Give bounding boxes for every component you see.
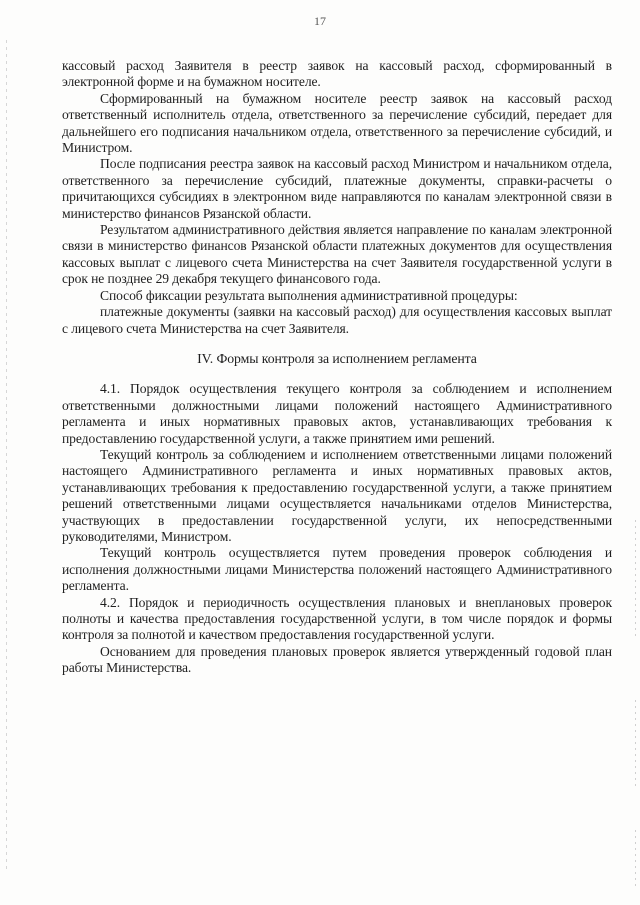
paragraph: Текущий контроль осуществляется путем проведения проверок соблюдения и исполнения должностными лицами Министерства положений настоящего Административного регламента. [62, 545, 612, 594]
paragraph: Результатом административного действия является направление по каналам электронной связи в министерство финансов Рязанской области платежных документов для осуществления кассовых выплат с лицевого счета Министерства на счет Заявителя государственной услуги в срок не позднее 29 декабря текущего финансового года. [62, 222, 612, 287]
paragraph: 4.2. Порядок и периодичность осуществления плановых и внеплановых проверок полноты и качества предоставления государственной услуги, в том числе порядок и формы контроля за полнотой и качеством предоставления государственной услуги. [62, 594, 612, 643]
scan-edge-right [635, 700, 636, 790]
document-body [62, 58, 612, 677]
scan-edge-right [635, 520, 636, 640]
paragraph-continuation: кассовый расход Заявителя в реестр заявок на кассовый расход, сформированный в электронной форме и на бумажном носителе. [62, 58, 612, 90]
paragraph: Сформированный на бумажном носителе реестр заявок на кассовый расход ответственный исполнитель отдела, ответственного за перечисление субсидий, передает для дальнейшего его подписания начальником отдела, ответственного за перечисление субсидий, и Министром. [62, 90, 612, 156]
page-number: 17 [314, 14, 326, 28]
paragraph: платежные документы (заявки на кассовый расход) для осуществления кассовых выплат с лицевого счета Министерства на счет Заявителя. [62, 304, 612, 336]
paragraph: Текущий контроль за соблюдением и исполнением ответственными лицами положений настоящего Административного регламента и иных нормативных правовых актов, устанавливающих требования к предоставлению государственной услуги, а также принятием решений ответственными лицами осуществляется начальниками отделов Министерства, участвующих в предоставлении государственной услуги, их непосредственными руководителями, Министром. [62, 446, 612, 544]
paragraph: 4.1. Порядок осуществления текущего контроля за соблюдением и исполнением ответственными должностными лицами положений настоящего Административного регламента и иных нормативных правовых актов, устанавливающих требования к предоставлению государственной услуги, а также принятием ими решений. [62, 381, 612, 446]
scan-edge-left [6, 40, 7, 870]
scan-edge-right [635, 830, 636, 890]
section-heading: IV. Формы контроля за исполнением регламента [197, 350, 477, 366]
paragraph: Основанием для проведения плановых проверок является утвержденный годовой план работы Министерства. [62, 643, 612, 676]
paragraph: Способ фиксации результата выполнения административной процедуры: [100, 287, 518, 303]
paragraph: После подписания реестра заявок на кассовый расход Министром и начальником отдела, ответственного за перечисление субсидий, платежные документы, справки-расчеты о причитающихся субсидиях в электронном виде направляются по каналам электронной связи в министерство финансов Рязанской области. [62, 156, 612, 221]
